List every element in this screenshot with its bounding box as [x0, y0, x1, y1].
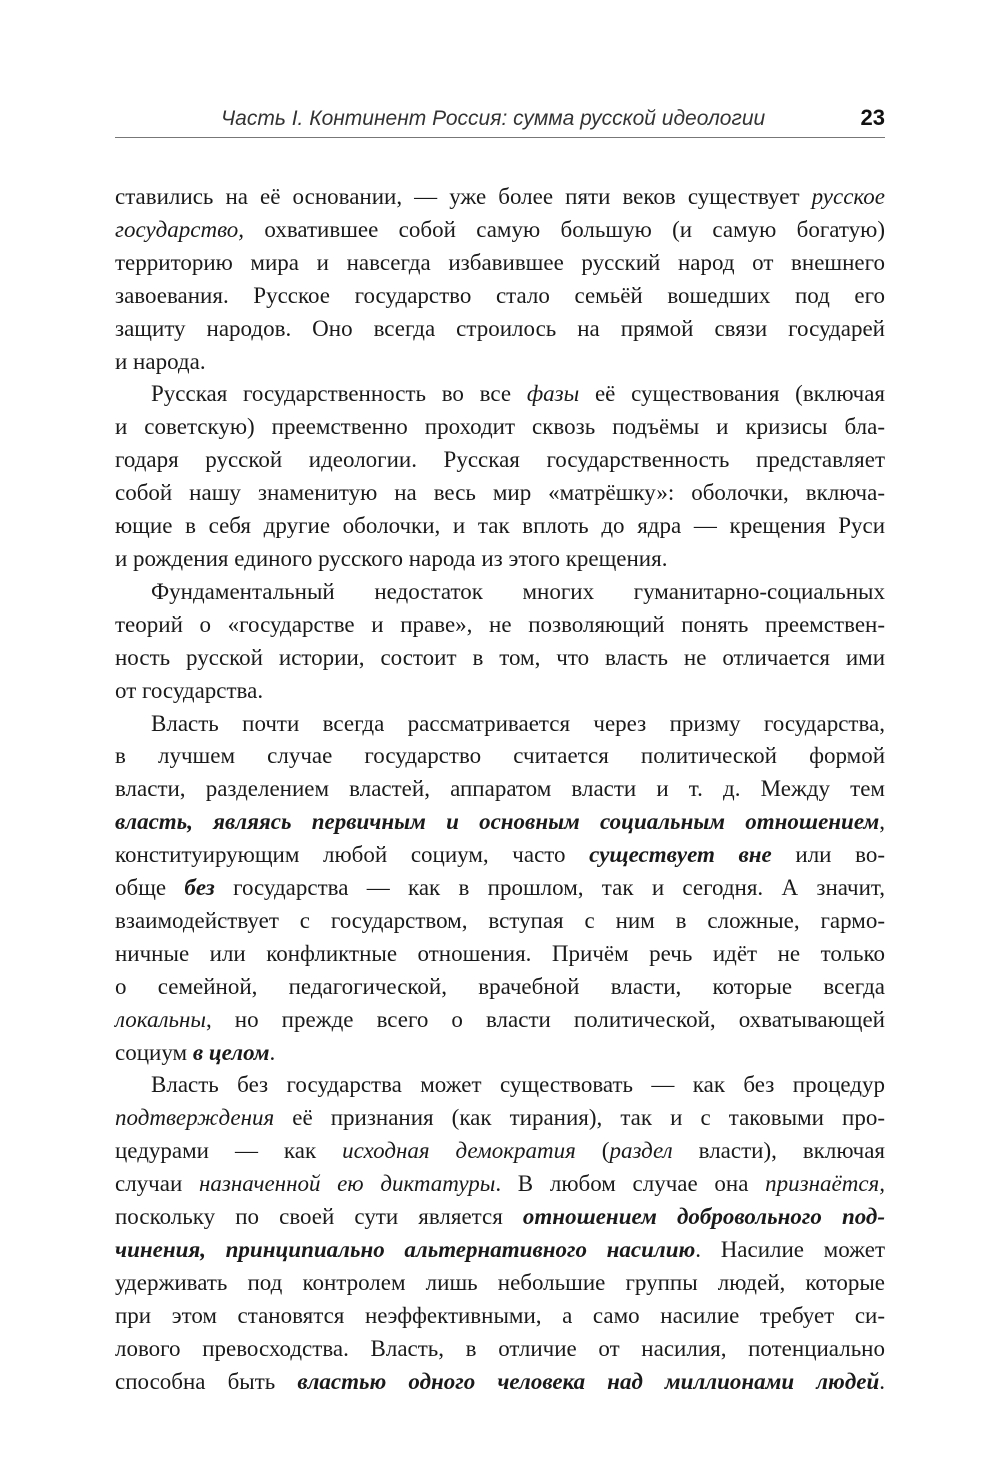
text-span: защиту народов. Оно всегда строилось на прямой связи государей: [115, 315, 885, 341]
text-span: ,: [879, 809, 885, 835]
text-span: её признания (как тирания), так и с таковыми про-: [274, 1105, 885, 1131]
text-span: конституирующим любой социум, часто: [115, 842, 590, 868]
text-line: [115, 1168, 885, 1201]
italic-text: признаётся,: [765, 1171, 885, 1197]
text-span: (: [575, 1138, 610, 1164]
text-span: теорий о «государстве и праве», не позволяющий понять преемствен-: [115, 611, 885, 637]
text-span: лового превосходства. Власть, в отличие от насилия, потенциально: [115, 1335, 885, 1361]
text-span: от государства.: [115, 677, 264, 703]
italic-text: подтверждения: [115, 1105, 275, 1131]
text-span: . В любом случае она: [495, 1171, 766, 1197]
italic-text: назначенной ею диктатуры: [198, 1171, 496, 1197]
text-line: [115, 905, 885, 938]
text-span: цедурами — как: [115, 1138, 343, 1164]
text-line: [115, 806, 885, 839]
text-span: Власть почти всегда рассматривается через призму государства,: [151, 710, 885, 736]
italic-text: русское: [811, 184, 885, 209]
text-span: Русская государственность во все: [151, 381, 527, 407]
text-span: власти, разделением властей, аппаратом власти и т. д. Между тем: [115, 776, 885, 802]
text-span: социум: [115, 1039, 193, 1065]
text-span: Фундаментальный недостаток многих гуманитарно-социальных: [151, 578, 885, 604]
text-line: [115, 1135, 885, 1168]
bold-italic-text: в целом: [192, 1039, 270, 1065]
text-line: [115, 938, 885, 971]
text-span: ность русской истории, состоит в том, что власть не отличается ими: [115, 644, 885, 670]
text-span: , но прежде всего о власти политической, охватывающей: [205, 1006, 885, 1032]
text-span: ставились на её основании, — уже более пяти веков существует: [115, 184, 812, 209]
body-text: [115, 181, 885, 1399]
text-span: годаря русской идеологии. Русская государственность представляет: [115, 447, 885, 473]
text-line: [115, 510, 885, 543]
text-span: о семейной, педагогической, врачебной власти, которые всегда: [115, 973, 885, 999]
text-span: .: [269, 1039, 276, 1065]
text-span: .: [879, 1368, 885, 1394]
text-span: . Насилие может: [695, 1237, 885, 1262]
text-line: [115, 411, 885, 444]
text-line: [115, 773, 885, 806]
text-line: [115, 971, 885, 1004]
text-line: [115, 444, 885, 477]
text-line: [115, 543, 885, 576]
text-line: [115, 1267, 885, 1300]
text-line: [115, 280, 885, 313]
text-span: власти), включая: [672, 1138, 885, 1164]
text-line: [115, 1300, 885, 1333]
text-span: случаи: [115, 1171, 199, 1197]
italic-text: фазы: [526, 381, 580, 407]
text-line: [115, 181, 885, 214]
text-line: [115, 247, 885, 280]
text-line: [115, 1069, 885, 1102]
text-span: ющие в себя другие оболочки, и так вплоть до ядра — крещения Руси: [115, 513, 885, 539]
text-span: территорию мира и навсегда избавившее русский народ от внешнего: [115, 249, 885, 275]
text-line: [115, 675, 885, 708]
text-span: и народа.: [115, 348, 206, 374]
text-line: [115, 839, 885, 872]
text-line: [115, 346, 885, 379]
text-span: удерживать под контролем лишь небольшие группы людей, которые: [115, 1269, 885, 1295]
text-line: [115, 214, 885, 247]
bold-italic-text: чинения, принципиально альтернативного насилию: [115, 1237, 696, 1262]
text-span: при этом становятся неэффективными, а само насилие требует си-: [115, 1302, 885, 1328]
bold-italic-text: властью одного человека над миллионами людей: [297, 1368, 880, 1394]
text-span: в лучшем случае государство считается политической формой: [115, 743, 885, 769]
text-line: [115, 609, 885, 642]
text-line: [115, 1333, 885, 1366]
bold-italic-text: отношением добровольного под-: [522, 1204, 885, 1230]
text-span: и рождения единого русского народа из этого крещения.: [115, 545, 668, 571]
text-line: [115, 477, 885, 510]
text-line: [115, 1234, 885, 1267]
bold-italic-text: власть, являясь первичным и основным социальным отношением: [115, 809, 880, 835]
text-span: взаимодействует с государством, вступая с ним в сложные, гармо-: [115, 907, 885, 933]
italic-text: государство,: [115, 216, 245, 242]
text-line: [115, 576, 885, 609]
running-header: [115, 100, 885, 138]
text-line: [115, 740, 885, 773]
page-number: 23: [860, 105, 885, 130]
text-line: [115, 872, 885, 905]
text-line: [115, 1037, 885, 1070]
text-line: [115, 642, 885, 675]
italic-text: локальны: [115, 1006, 206, 1032]
bold-italic-text: без: [184, 875, 215, 901]
text-span: государства — как в прошлом, так и сегодня. А значит,: [214, 875, 885, 901]
text-span: или во-: [771, 842, 885, 868]
italic-text: исходная демократия: [342, 1138, 576, 1164]
text-line: [115, 1201, 885, 1234]
text-span: собой нашу знаменитую на весь мир «матрёшку»: оболочки, включа-: [115, 480, 885, 506]
text-line: [115, 1366, 885, 1399]
text-line: [115, 1102, 885, 1135]
text-span: ничные или конфликтные отношения. Причём речь идёт не только: [115, 940, 885, 966]
text-span: её существования (включая: [579, 381, 885, 407]
italic-text: раздел: [609, 1138, 673, 1164]
text-span: Власть без государства может существовать — как без процедур: [151, 1072, 885, 1098]
text-line: [115, 1004, 885, 1037]
text-span: охватившее собой самую большую (и самую богатую): [244, 216, 885, 242]
text-line: [115, 378, 885, 411]
bold-italic-text: существует вне: [589, 842, 772, 868]
text-span: способна быть: [115, 1368, 298, 1394]
text-line: [115, 313, 885, 346]
text-line: [115, 708, 885, 741]
text-span: завоевания. Русское государство стало семьёй вошедших под его: [115, 282, 885, 308]
text-span: обще: [115, 875, 185, 901]
text-span: поскольку по своей сути является: [115, 1204, 523, 1230]
running-title: Часть I. Континент Россия: сумма русской идеологии: [221, 107, 766, 130]
text-span: и советскую) преемственно проходит сквозь подъёмы и кризисы бла-: [115, 414, 885, 440]
